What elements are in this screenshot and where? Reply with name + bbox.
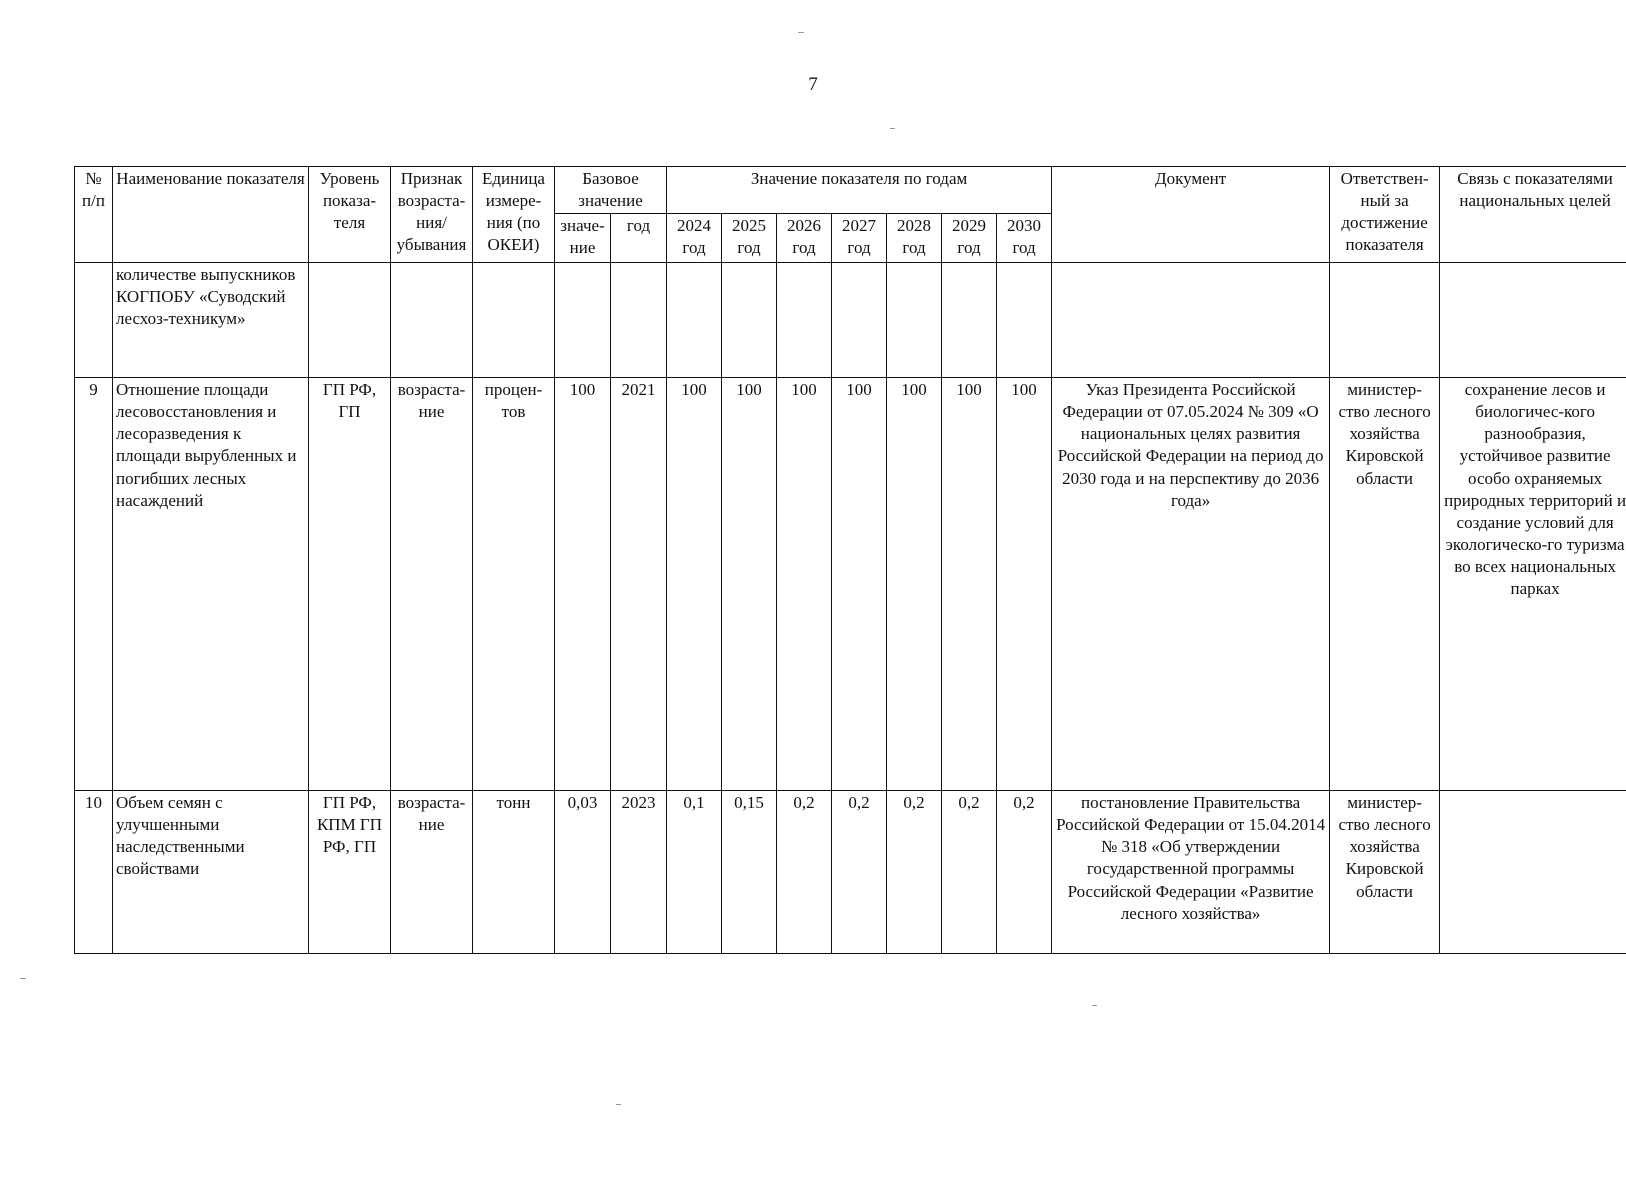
row-value-2029 <box>942 263 997 378</box>
row-value-2028 <box>887 263 942 378</box>
row-value-2030: 100 <box>997 378 1052 791</box>
row-value-2025 <box>722 263 777 378</box>
header-year-2029: 2029 год <box>942 214 997 263</box>
row-base-year <box>611 263 667 378</box>
row-value-2025: 100 <box>722 378 777 791</box>
row-num: 9 <box>75 378 113 791</box>
row-responsible: министер-ство лесного хозяйства Кировской области <box>1330 378 1440 791</box>
row-base-value <box>555 263 611 378</box>
table-row <box>75 791 1626 954</box>
row-link: сохранение лесов и биологичес-кого разнообразия, устойчивое развитие особо охраняемых природных территорий и создание условий для экологическо-го туризма во всех национальных парках <box>1440 378 1626 791</box>
row-trend <box>391 263 473 378</box>
row-name: Объем семян с улучшенными наследственными свойствами <box>113 791 309 954</box>
row-value-2025: 0,15 <box>722 791 777 954</box>
row-base-year: 2023 <box>611 791 667 954</box>
row-name: Отношение площади лесовосстановления и лесоразведения к площади вырубленных и погибших лесных насаждений <box>113 378 309 791</box>
row-num: 10 <box>75 791 113 954</box>
row-num <box>75 263 113 378</box>
header-base-year: год <box>611 214 667 263</box>
row-base-value: 100 <box>555 378 611 791</box>
header-link: Связь с показателями национальных целей <box>1440 167 1626 263</box>
row-document: постановление Правительства Российской Федерации от 15.04.2014 № 318 «Об утверждении государственной программы Российской Федерации «Развитие лесного хозяйства» <box>1052 791 1330 954</box>
scan-speck <box>798 32 804 33</box>
scan-speck <box>890 128 895 129</box>
row-value-2029: 0,2 <box>942 791 997 954</box>
row-responsible <box>1330 263 1440 378</box>
header-responsible: Ответствен-ный за достижение показателя <box>1330 167 1440 263</box>
row-value-2024 <box>667 263 722 378</box>
row-value-2026 <box>777 263 832 378</box>
row-value-2027 <box>832 263 887 378</box>
row-base-value: 0,03 <box>555 791 611 954</box>
header-name: Наименование показателя <box>113 167 309 263</box>
scan-speck <box>616 1104 621 1105</box>
row-value-2030: 0,2 <box>997 791 1052 954</box>
header-year-2024: 2024 год <box>667 214 722 263</box>
row-value-2026: 100 <box>777 378 832 791</box>
row-value-2028: 100 <box>887 378 942 791</box>
row-link <box>1440 791 1626 954</box>
header-base-value: значе-ние <box>555 214 611 263</box>
row-document <box>1052 263 1330 378</box>
row-level: ГП РФ, ГП <box>309 378 391 791</box>
header-year-2030: 2030 год <box>997 214 1052 263</box>
indicators-table <box>74 166 1626 954</box>
header-num: № п/п <box>75 167 113 263</box>
row-unit: тонн <box>473 791 555 954</box>
row-name: количестве выпускников КОГПОБУ «Суводский лесхоз-техникум» <box>113 263 309 378</box>
header-trend: Признак возраста-ния/ убывания <box>391 167 473 263</box>
row-value-2030 <box>997 263 1052 378</box>
row-value-2024: 0,1 <box>667 791 722 954</box>
header-unit: Единица измере-ния (по ОКЕИ) <box>473 167 555 263</box>
row-value-2029: 100 <box>942 378 997 791</box>
row-trend: возраста-ние <box>391 791 473 954</box>
header-year-2025: 2025 год <box>722 214 777 263</box>
row-base-year: 2021 <box>611 378 667 791</box>
row-value-2024: 100 <box>667 378 722 791</box>
row-level: ГП РФ, КПМ ГП РФ, ГП <box>309 791 391 954</box>
header-year-2028: 2028 год <box>887 214 942 263</box>
row-trend: возраста-ние <box>391 378 473 791</box>
header-base: Базовое значение <box>555 167 667 214</box>
header-year-2026: 2026 год <box>777 214 832 263</box>
row-responsible: министер-ство лесного хозяйства Кировской области <box>1330 791 1440 954</box>
row-link <box>1440 263 1626 378</box>
header-by-years: Значение показателя по годам <box>667 167 1052 214</box>
header-document: Документ <box>1052 167 1330 263</box>
scan-speck <box>1092 1005 1097 1006</box>
header-row-1 <box>75 167 1626 214</box>
row-unit <box>473 263 555 378</box>
table-row <box>75 378 1626 791</box>
row-unit: процен-тов <box>473 378 555 791</box>
page-number: 7 <box>808 74 818 95</box>
row-value-2026: 0,2 <box>777 791 832 954</box>
scan-speck <box>20 978 26 979</box>
row-value-2027: 0,2 <box>832 791 887 954</box>
header-level: Уровень показа-теля <box>309 167 391 263</box>
row-level <box>309 263 391 378</box>
row-document: Указ Президента Российской Федерации от 07.05.2024 № 309 «О национальных целях развития Российской Федерации на период до 2030 года и на перспективу до 2036 года» <box>1052 378 1330 791</box>
row-value-2028: 0,2 <box>887 791 942 954</box>
table-row <box>75 263 1626 378</box>
header-year-2027: 2027 год <box>832 214 887 263</box>
row-value-2027: 100 <box>832 378 887 791</box>
